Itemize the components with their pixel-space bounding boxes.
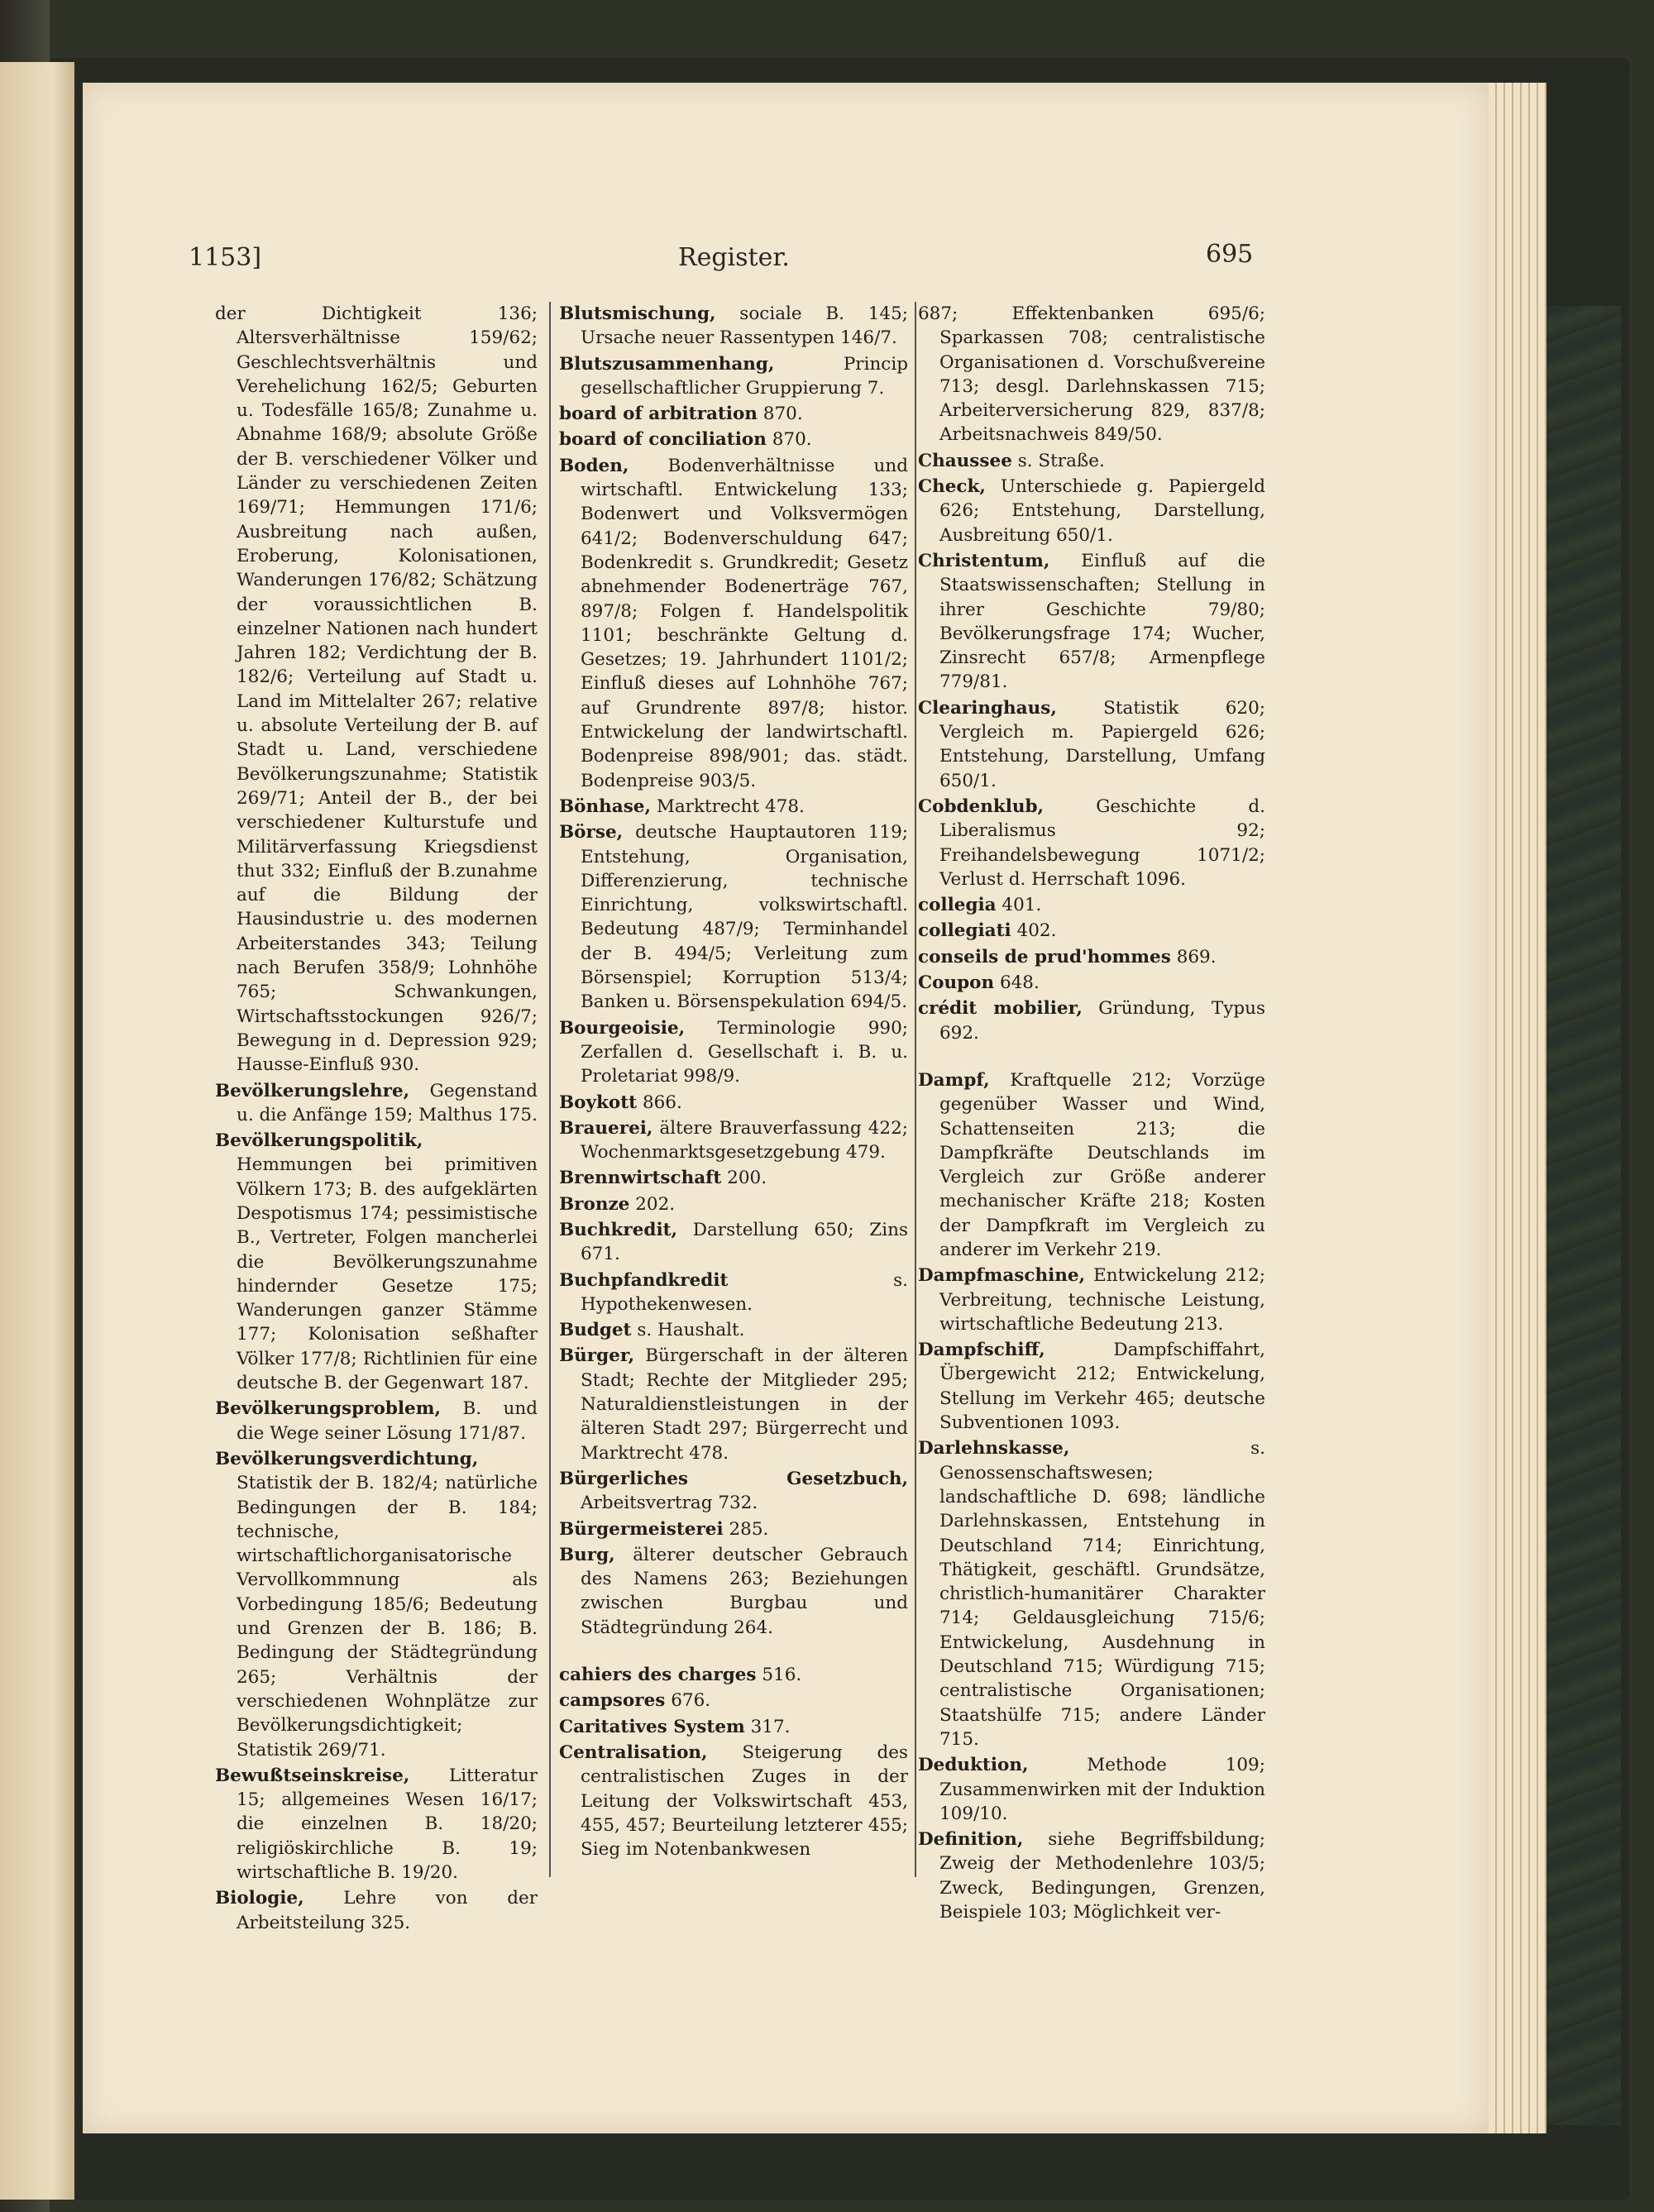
index-entry — [918, 449, 1265, 473]
entry-text: Lehre von der Arbeitsteilung 325. — [237, 1888, 538, 1933]
entry-headword: Bevölkerungsverdichtung, — [215, 1448, 479, 1469]
index-entry — [918, 1753, 1265, 1826]
index-entry — [559, 1741, 908, 1861]
index-entry — [559, 1192, 908, 1216]
entry-headword: campsores — [559, 1690, 666, 1712]
entry-headword: Dampf, — [918, 1069, 990, 1091]
entry-text: Litteratur 15; allgemeines Wesen 16/17; die einzelnen B. 18/20; religiöskirchliche B. 19; wirtschaftliche B. 19/20. — [237, 1765, 538, 1883]
entry-text: Gegenstand u. die Anfänge 159; Malthus 175. — [237, 1080, 538, 1125]
index-entry — [918, 971, 1265, 995]
entry-text: Dampfschiffahrt, Übergewicht 212; Entwickelung, Stellung im Verkehr 465; deutsche Subventionen 1093. — [939, 1340, 1265, 1434]
index-entry — [559, 1344, 908, 1464]
index-entry — [918, 996, 1265, 1045]
index-entry — [918, 696, 1265, 793]
entry-headword: crédit mobilier, — [918, 998, 1083, 1020]
entry-headword: Bönhase, — [559, 795, 651, 817]
entry-text: Statistik 620; Vergleich m. Papiergeld 626; Entstehung, Darstellung, Umfang 650/1. — [939, 697, 1265, 791]
index-entry — [918, 1068, 1265, 1262]
entry-text: Terminologie 990; Zerfallen d. Gesellschaft i. B. u. Proletariat 998/9. — [581, 1017, 908, 1087]
index-entry — [918, 1827, 1265, 1924]
entry-headword: Buchkredit, — [559, 1219, 678, 1240]
entry-text: s. Hypothekenwesen. — [581, 1269, 908, 1315]
index-entry — [918, 475, 1265, 547]
entry-headword: Brennwirtschaft — [559, 1168, 722, 1189]
entry-headword: Brauerei, — [559, 1117, 653, 1139]
index-entry — [918, 1436, 1265, 1751]
page-number: 695 — [1206, 240, 1254, 269]
entry-text: 516. — [762, 1665, 802, 1686]
entry-headword: Cobdenklub, — [918, 795, 1045, 817]
index-entry — [918, 919, 1265, 943]
index-entry — [559, 1689, 908, 1713]
entry-text: sociale B. 145; Ursache neuer Rassentypen 146/7. — [581, 303, 908, 349]
entry-text: Unterschiede g. Papiergeld 626; Entstehung, Darstellung, Ausbreitung 650/1. — [939, 476, 1265, 546]
previous-page-edge — [0, 62, 74, 2200]
index-entry — [559, 1091, 908, 1115]
entry-headword: Buchpfandkredit — [559, 1269, 729, 1291]
entry-headword: Boykott — [559, 1092, 638, 1113]
entry-text: 202. — [635, 1193, 676, 1215]
entry-text: 317. — [750, 1716, 791, 1737]
entry-headword: board of conciliation — [559, 429, 767, 451]
entry-text: deutsche Hauptautoren 119; Entstehung, Organisation, Differenzierung, technische Einrichtung, volkswirtschaftl. Bedeutung 487/9; Terminhandel der B. 494/5; Verleitung zum Börsenspiel; Korruption 513/4; Banken u. Börsenspekulation 694/5. — [581, 822, 908, 1013]
entry-headword: Burg, — [559, 1544, 615, 1565]
entry-headword: Bourgeoisie, — [559, 1017, 686, 1039]
index-entry — [559, 1218, 908, 1267]
index-entry — [918, 945, 1265, 969]
entry-text: 200. — [727, 1168, 767, 1189]
entry-text: B. und die Wege seiner Lösung 171/87. — [237, 1398, 538, 1444]
entry-headword: Biologie, — [215, 1888, 304, 1909]
entry-text: Methode 109; Zusammenwirken mit der Induktion 109/10. — [939, 1755, 1265, 1824]
entry-text: Gründung, Typus 692. — [939, 998, 1265, 1044]
index-entry — [559, 820, 908, 1014]
entry-text: 401. — [1001, 895, 1042, 916]
index-entry — [559, 795, 908, 819]
index-entry — [918, 549, 1265, 695]
entry-headword: Bevölkerungsproblem, — [215, 1398, 441, 1420]
entry-text: 648. — [999, 972, 1040, 994]
entry-headword: conseils de prud'hommes — [918, 946, 1171, 967]
page-stack-edges — [1489, 83, 1546, 2133]
index-entry — [559, 1715, 908, 1739]
entry-headword: Bevölkerungspolitik, — [215, 1130, 423, 1152]
index-entry — [215, 1447, 538, 1762]
column-range-number: 1153] — [189, 243, 262, 272]
entry-text: Hemmungen bei primitiven Völkern 173; B. des aufgeklärten Despotismus 174; pessimistische B., Vertreter, Folgen mancherlei die Bevölkerungszunahme hindernder Gesetze 175; Wanderungen ganzer Stämme 177; Kolonisation seßhafter Völker 177/8; Richtlinien für eine deutsche B. der Gegenwart 187. — [237, 1154, 538, 1394]
entry-headword: Boden, — [559, 455, 629, 476]
index-entry — [559, 1116, 908, 1165]
index-column-1 — [215, 302, 538, 1937]
entry-text: Princip gesellschaftlicher Gruppierung 7. — [581, 353, 908, 399]
index-entry — [559, 1517, 908, 1541]
entry-text: Entwickelung 212; Verbreitung, technische Leistung, wirtschaftliche Bedeutung 213. — [939, 1265, 1265, 1335]
section-gap — [559, 1641, 908, 1663]
entry-text: 285. — [729, 1518, 769, 1540]
index-entry — [918, 893, 1265, 917]
index-entry — [215, 302, 538, 1077]
entry-text: Darstellung 650; Zins 671. — [581, 1219, 908, 1265]
entry-headword: Christentum, — [918, 550, 1050, 571]
entry-headword: Dampfmaschine, — [918, 1265, 1086, 1287]
entry-text: s. Straße. — [1017, 450, 1105, 471]
index-entry — [215, 1886, 538, 1935]
entry-text: Bürgerschaft in der älteren Stadt; Rechte der Mitglieder 295; Naturaldienstleistungen in der älteren Stadt 297; Bürgerrecht und Marktrecht 478. — [581, 1345, 908, 1464]
index-entry — [215, 1764, 538, 1885]
entry-headword: Check, — [918, 476, 986, 498]
index-entry — [559, 428, 908, 451]
index-entry — [918, 1338, 1265, 1435]
entry-headword: Bewußtseinskreise, — [215, 1765, 410, 1786]
entry-text: Kraftquelle 212; Vorzüge gegenüber Wasser und Wind, Schattenseiten 213; die Dampfkräfte Deutschlands im Vergleich zur Größe anderer mechanischer Kräfte 218; Kosten der Dampfkraft im Vergleich zu anderer im Verkehr 219. — [939, 1069, 1265, 1260]
entry-text: Geschichte d. Liberalismus 92; Freihandelsbewegung 1071/2; Verlust d. Herrschaft 1096. — [939, 795, 1265, 890]
entry-headword: Darlehnskasse, — [918, 1438, 1070, 1460]
entry-headword: Chaussee — [918, 450, 1012, 471]
section-gap — [918, 1047, 1265, 1068]
index-entry — [559, 352, 908, 401]
index-entry — [559, 1268, 908, 1317]
index-entry — [215, 1079, 538, 1128]
entry-text: 866. — [642, 1092, 682, 1113]
entry-text: Arbeitsvertrag 732. — [581, 1493, 758, 1514]
index-entry — [559, 402, 908, 426]
entry-headword: board of arbitration — [559, 404, 758, 425]
index-entry — [215, 1397, 538, 1445]
entry-headword: collegia — [918, 895, 997, 916]
index-entry — [918, 302, 1265, 447]
entry-text: Marktrecht 478. — [656, 795, 805, 817]
entry-text: 402. — [1016, 920, 1057, 942]
running-head — [83, 240, 1489, 281]
index-entry — [559, 1467, 908, 1516]
entry-headword: Clearinghaus, — [918, 697, 1057, 719]
index-entry — [559, 1663, 908, 1687]
entry-text: siehe Begriffsbildung; Zweig der Methodenlehre 103/5; Zweck, Bedingungen, Grenzen, Beispiele 103; Möglichkeit ver- — [939, 1829, 1265, 1923]
entry-text: s. Genossenschaftswesen; landschaftliche D. 698; ländliche Darlehnskassen, Entstehung in Deutschland 714; Einrichtung, Thätigkeit, geschäftl. Grundsätze, christlich-humanitärer Charakter 714; Geldausgleichung 715/6; Entwickelung, Ausdehnung in Deutschland 715; Würdigung 715; centralistische Organisationen; Staatshülfe 715; andere Länder 715. — [939, 1438, 1265, 1750]
entry-headword: Coupon — [918, 972, 995, 994]
index-entry — [559, 1016, 908, 1089]
index-entry — [918, 1264, 1265, 1336]
entry-headword: Bürger, — [559, 1345, 635, 1367]
entry-headword: cahiers des charges — [559, 1665, 757, 1686]
index-entry — [559, 1166, 908, 1190]
entry-headword: Blutsmischung, — [559, 303, 716, 324]
entry-headword: Bürgermeisterei — [559, 1518, 724, 1540]
column-rule — [915, 302, 916, 1877]
index-entry — [559, 1318, 908, 1342]
entry-text: älterer deutscher Gebrauch des Namens 263; Beziehungen zwischen Burgbau und Städtegründung 264. — [581, 1544, 908, 1638]
entry-text: 870. — [772, 429, 812, 451]
column-rule — [549, 302, 551, 1877]
entry-text: Statistik der B. 182/4; natürliche Bedingungen der B. 184; technische, wirtschaftlichorganisatorische Vervollkommnung als Vorbedingung 185/6; Bedeutung und Grenzen der B. 186; B. Bedingung der Städtegründung 265; Verhältnis der verschiedenen Wohnplätze zur Bevölkerungsdichtigkeit; Statistik 269/71. — [237, 1473, 538, 1761]
page-title: Register. — [678, 243, 790, 272]
entry-headword: Deduktion, — [918, 1755, 1029, 1776]
entry-text: Bodenverhältnisse und wirtschaftl. Entwickelung 133; Bodenwert und Volksvermögen 641/2; Bodenverschuldung 647; Bodenkredit s. Grundkredit; Gesetz abnehmender Bodenerträge 767, 897/8; Folgen f. Handelspolitik 1101; beschränkte Geltung d. Gesetzes; 19. Jahrhundert 1101/2; Einfluß dieses auf Lohnhöhe 767; auf Grundrente 897/8; histor. Entwickelung der landwirtschaftl. Bodenpreise 898/901; das. städt. Bodenpreise 903/5. — [581, 455, 908, 791]
entry-headword: Caritatives System — [559, 1716, 745, 1737]
entry-headword: Börse, — [559, 822, 624, 843]
entry-headword: Budget — [559, 1320, 632, 1341]
index-column-3 — [918, 302, 1265, 1926]
entry-text: s. Haushalt. — [637, 1320, 745, 1341]
entry-text: 687; Effektenbanken 695/6; Sparkassen 708; centralistische Organisationen d. Vorschußvereine 713; desgl. Darlehnskassen 715; Arbeiterversicherung 829, 837/8; Arbeitsnachweis 849/50. — [918, 303, 1265, 446]
index-entry — [559, 454, 908, 793]
entry-headword: Dampfschiff, — [918, 1340, 1045, 1361]
entry-text: 676. — [671, 1690, 711, 1712]
entry-headword: collegiati — [918, 920, 1011, 942]
index-entry — [559, 302, 908, 351]
entry-text: 869. — [1176, 946, 1217, 967]
entry-headword: Centralisation, — [559, 1741, 708, 1763]
entry-text: der Dichtigkeit 136; Altersverhältnisse 159/62; Geschlechtsverhältnis und Verehelichung 162/5; Geburten u. Todesfälle 165/8; Zunahme u. Abnahme 168/9; absolute Größe der B. verschiedener Völker und Länder zu verschiedenen Zeiten 169/71; Hemmungen 171/6; Ausbreitung nach außen, Eroberung, Kolonisationen, Wanderungen 176/82; Schätzung der voraussichtlichen B. einzelner Nationen nach hundert Jahren 182; Verdichtung der B. 182/6; Verteilung auf Stadt u. Land im Mittelalter 267; relative u. absolute Verteilung der B. auf Stadt u. Land, verschiedene Bevölkerungszunahme; Statistik 269/71; Anteil der B., der bei verschiedener Kulturstufe und Militärverfassung Kriegsdienst thut 332; Einfluß der B.zunahme auf die Bildung der Hausindustrie u. des modernen Arbeiterstandes 343; Teilung nach Berufen 358/9; Lohnhöhe 765; Schwankungen, Wirtschaftsstockungen 926/7; Bewegung in d. Depression 929; Hausse-Einfluß 930. — [215, 303, 538, 1076]
entry-headword: Definition, — [918, 1829, 1024, 1851]
entry-headword: Bürgerliches Gesetzbuch, — [559, 1468, 908, 1489]
entry-headword: Bronze — [559, 1193, 630, 1215]
index-entry — [559, 1543, 908, 1640]
entry-text: 870. — [762, 404, 803, 425]
index-entry — [918, 795, 1265, 891]
index-entry — [215, 1129, 538, 1395]
entry-headword: Blutszusammenhang, — [559, 353, 775, 375]
index-column-2 — [559, 302, 908, 1863]
entry-text: Steigerung des centralistischen Zuges in der Leitung der Volkswirtschaft 453, 455, 457; Beurteilung letzterer 455; Sieg im Notenbankwesen — [581, 1741, 908, 1861]
entry-text: Einfluß auf die Staatswissenschaften; Stellung in ihrer Geschichte 79/80; Bevölkerungsfrage 174; Wucher, Zinsrecht 657/8; Armenpflege 779/81. — [939, 550, 1265, 693]
entry-headword: Bevölkerungslehre, — [215, 1080, 410, 1101]
entry-text: ältere Brauverfassung 422; Wochenmarktsgesetzgebung 479. — [581, 1117, 908, 1163]
